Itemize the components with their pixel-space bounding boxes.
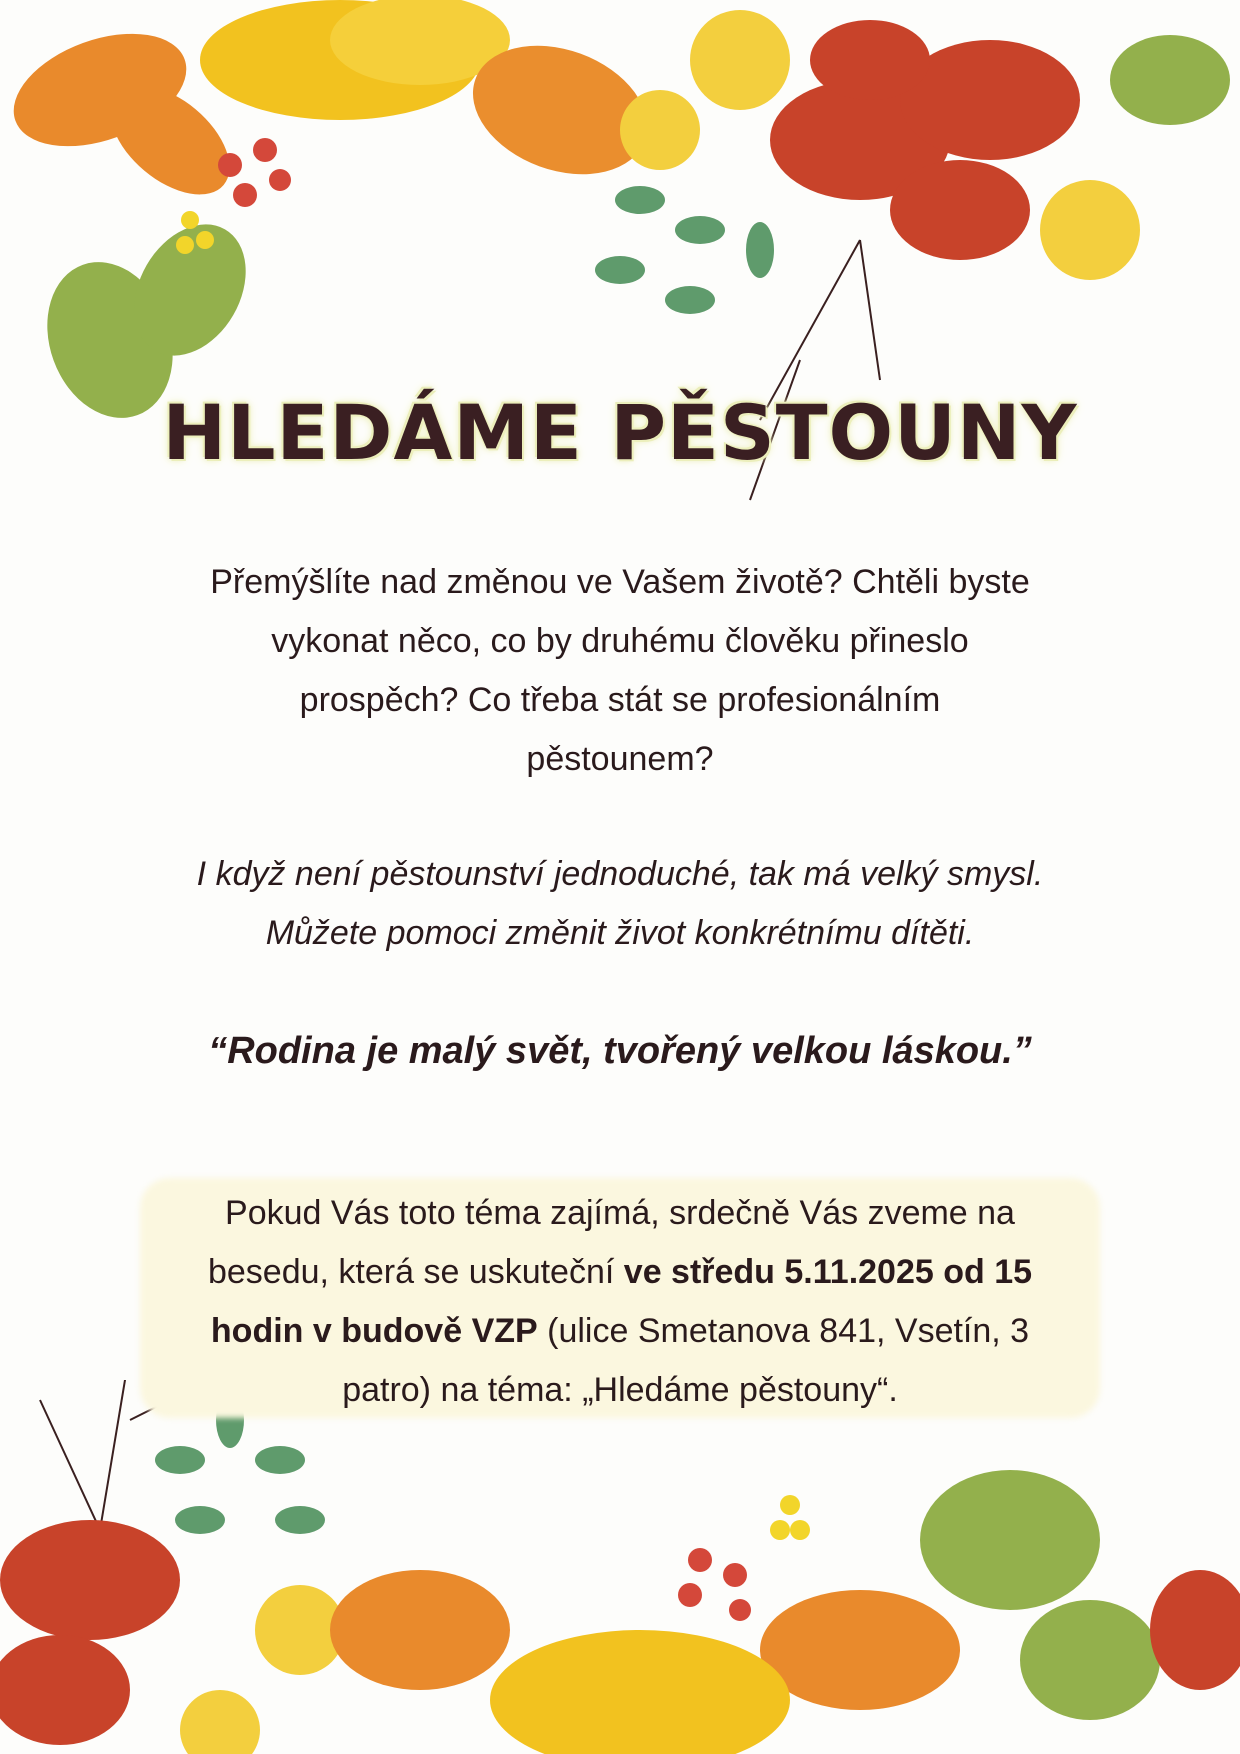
invitation-line <box>0 1243 1240 1302</box>
yellow-daisy <box>200 0 510 120</box>
red-berries <box>218 138 291 207</box>
invitation-paragraph <box>0 1184 1240 1420</box>
invitation-line: patro) na téma: „Hledáme pěstouny“. <box>342 1371 898 1409</box>
intro-line: prospěch? Co třeba stát se profesionálním <box>299 681 941 719</box>
yellow-pom <box>180 1585 345 1754</box>
event-date: ve středu 5.11.2025 od 15 <box>623 1253 1033 1291</box>
green-leaf-right <box>920 1470 1160 1720</box>
red-flowers-left <box>0 1520 180 1745</box>
yellow-daisy <box>490 1630 790 1754</box>
motivation-paragraph <box>0 845 1240 963</box>
text: (ulice Smetanova 841, Vsetín, 3 <box>537 1312 1030 1350</box>
page-title: HLEDÁME PĚSTOUNY <box>162 388 1078 477</box>
intro-line: pěstounem? <box>526 740 714 778</box>
event-venue: hodin v budově VZP <box>210 1312 538 1350</box>
invitation-line: Pokud Vás toto téma zajímá, srdečně Vás zveme na <box>225 1194 1015 1232</box>
green-leaf-right <box>1110 35 1230 125</box>
intro-paragraph <box>0 553 1240 789</box>
intro-line: Přemýšlíte nad změnou ve Vašem životě? Chtěli byste <box>210 563 1030 601</box>
red-flower-right <box>1150 1570 1240 1690</box>
floral-border-bottom <box>0 1380 1240 1754</box>
motivation-line: Můžete pomoci změnit život konkrétnímu dítěti. <box>265 914 975 952</box>
motivation-line: I když není pěstounství jednoduché, tak má velký smysl. <box>196 855 1044 893</box>
intro-line: vykonat něco, co by druhému člověku přineslo <box>271 622 969 660</box>
teal-sprig <box>595 186 774 314</box>
red-flowers-right <box>770 20 1080 260</box>
quote: “Rodina je malý svět, tvořený velkou láskou.” <box>208 1030 1032 1072</box>
yellow-berries <box>770 1495 810 1540</box>
invitation-line <box>0 1302 1240 1361</box>
text: besedu, která se uskuteční <box>207 1253 624 1291</box>
red-berries <box>678 1548 751 1621</box>
